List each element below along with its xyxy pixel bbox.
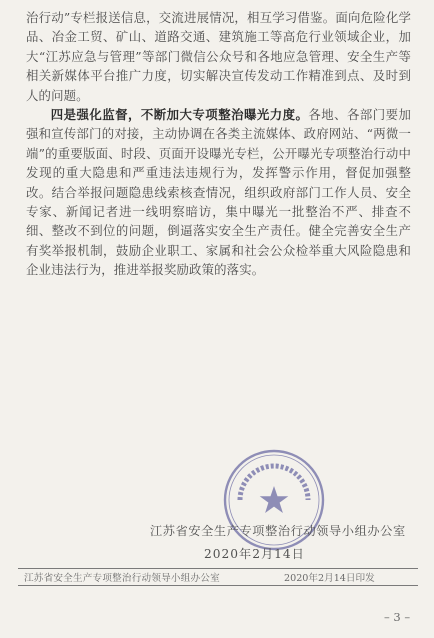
signature-organization: 江苏省安全生产专项整治行动领导小组办公室 <box>150 524 406 538</box>
paragraph-four <box>26 105 411 280</box>
signature-date: 2020年2月14日 <box>204 547 305 561</box>
document-body <box>26 8 411 280</box>
paragraph-four-text: 各地、各部门要加强和宣传部门的对接，主动协调在各类主流媒体、政府网站、“两微一端”的重要版面、时段、页面开设曝光专栏，公开曝光专项整治行动中发现的重大隐患和严重违法违规行为，发挥警示作用，督促加强整改。结合举报问题隐患线索核查情况，组织政府部门工作人员、安全专家、新闻记者进一线明察暗访，集中曝光一批整治不严、排查不细、整改不到位的问题，倒逼落实安全生产责任。健全完善安全生产有奖举报机制，鼓励企业职工、家属和社会公众检举重大风险隐患和企业违法行为，推进举报奖励政策的落实。 <box>26 107 412 278</box>
page-number: – 3 – <box>384 610 411 624</box>
footer-issuer: 江苏省安全生产专项整治行动领导小组办公室 <box>24 573 220 584</box>
paragraph-four-heading: 四是强化监督，不断加大专项整治曝光力度。 <box>50 107 309 123</box>
paragraph-continuation: 治行动”专栏报送信息，交流进展情况，相互学习借鉴。面向危险化学品、冶金工贸、矿山、道路交通、建筑施工等高危行业领域企业，加大“江苏应急与管理”等部门微信公众号和各地应急管理、安全生产等相关新媒体平台推广力度，切实解决宣传发动工作精准到点、及时到人的问题。 <box>26 10 411 103</box>
footer-rule-bottom <box>18 585 418 586</box>
footer-rule-top <box>18 568 418 569</box>
footer-issue-date: 2020年2月14日印发 <box>284 573 375 584</box>
